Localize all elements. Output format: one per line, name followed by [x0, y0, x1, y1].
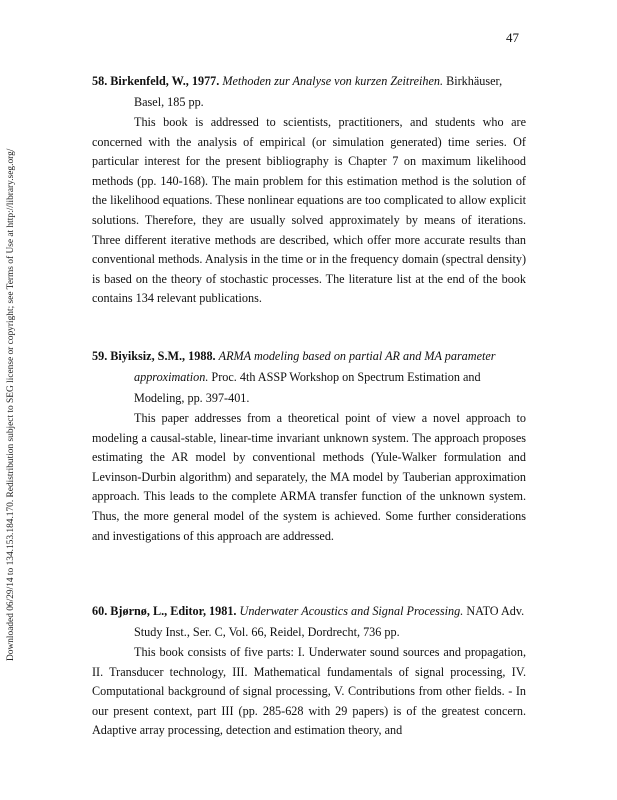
entry-abstract: This paper addresses from a theoretical point of view a novel approach to modeling a causal-stable, linear-time invariant unknown system. The approach proposes estimating the AR model by conventional methods (Yule-Walker formulation and Levinson-Durbin algorithm) and separately, the MA model by Tauberian approximation approach. This leads to the complete ARMA transfer function of the unknown system. Thus, the more general model of the system is achieved. Some further considerations and investigations of this approach are addressed. [92, 411, 526, 543]
entry-author: Birkenfeld, W., [110, 74, 189, 88]
entry-year: 1981. [209, 604, 237, 618]
bibliography-entry-58 [92, 71, 526, 309]
entry-citation [92, 71, 526, 113]
download-notice: Downloaded 06/29/14 to 134.153.184.170. Redistribution subject to SEG license or copyright; see Terms of Use at http://library.seg.org/ [6, 148, 16, 662]
entry-publication-details: Basel, 185 pp. [134, 95, 204, 109]
entry-title: Methoden zur Analyse von kurzen Zeitreihen. [222, 74, 444, 88]
entry-number: 59. [92, 349, 108, 363]
bibliography-entry-60 [92, 601, 526, 741]
entry-number: 58. [92, 74, 108, 88]
entry-author: Bjørnø, L., Editor, [110, 604, 206, 618]
entry-pages: Modeling, pp. 397-401. [134, 391, 250, 405]
entry-title-continued: approximation. [134, 370, 209, 384]
bibliography-entry-59 [92, 346, 526, 546]
entry-publication-details [92, 367, 526, 388]
entry-title: ARMA modeling based on partial AR and MA parameter [218, 349, 496, 363]
entry-title: Underwater Acoustics and Signal Processing. [239, 604, 464, 618]
entry-abstract: This book consists of five parts: I. Underwater sound sources and propagation, II. Transducer technology, III. Mathematical fundamentals of signal processing, IV. Computational background of signal processing, V. Contributions from other fields. - In our present context, part III (pp. 285-628 with 29 papers) is of the greatest concern. Adaptive array processing, detection and estimation theory, and [92, 645, 526, 738]
entry-year: 1988. [188, 349, 216, 363]
page-number: 47 [506, 30, 519, 45]
entry-year: 1977. [191, 74, 220, 88]
entry-publisher: NATO Adv. [466, 604, 525, 618]
entry-citation [92, 346, 526, 409]
entry-abstract: This book is addressed to scientists, practitioners, and students who are concerned with the analysis of empirical (or simulation generated) time series. Of particular interest for the present bibliography is Chapter 7 on maximum likelihood methods (pp. 140-168). The main problem for this estimation method is the solution of the likelihood equations. These nonlinear equations are too complicated to allow explicit solutions. Therefore, they are usually solved approximately by means of iterations. Three different iterative methods are described, which offer more accurate results than conventional methods. Analysis in the time or in the frequency domain (spectral density) is based on the theory of stochastic processes. The literature list at the end of the book contains 134 relevant publications. [92, 115, 526, 306]
entry-number: 60. [92, 604, 108, 618]
entry-publication-details: Study Inst., Ser. C, Vol. 66, Reidel, Dordrecht, 736 pp. [134, 625, 400, 639]
entry-author: Biyiksiz, S.M., [110, 349, 186, 363]
entry-citation [92, 601, 526, 643]
entry-proceedings: Proc. 4th ASSP Workshop on Spectrum Estimation and [211, 370, 481, 384]
entry-publisher: Birkhäuser, [446, 74, 503, 88]
